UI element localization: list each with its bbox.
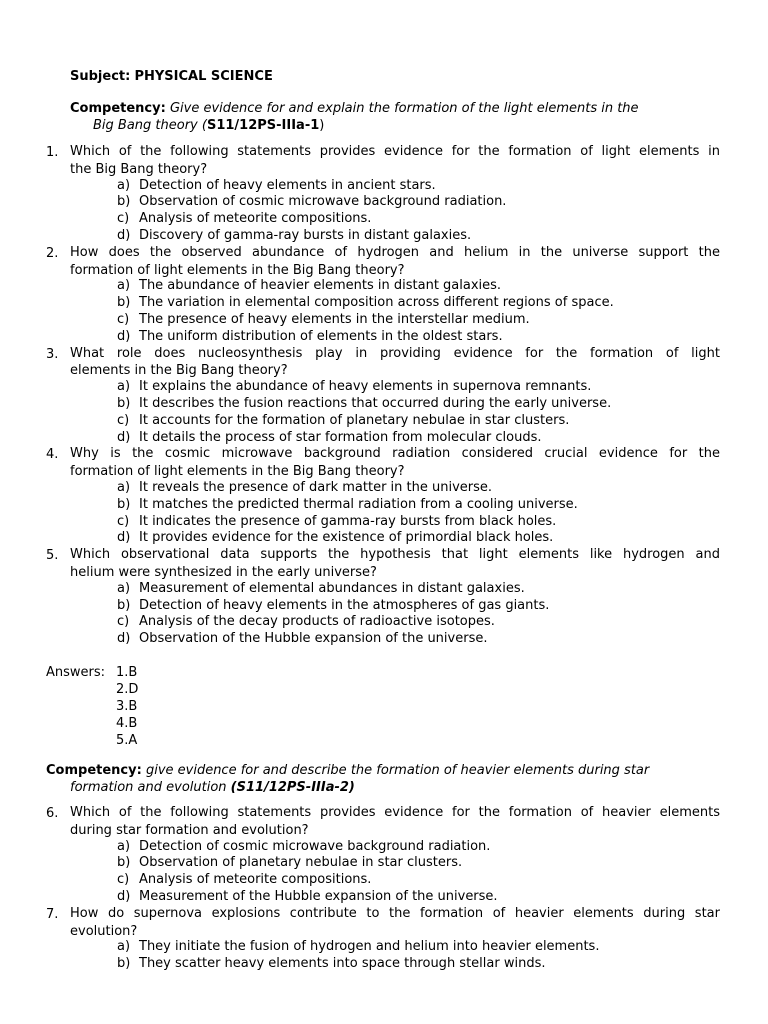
answer-option bbox=[117, 295, 614, 312]
answer-option bbox=[117, 430, 542, 447]
option-letter: b) bbox=[117, 855, 131, 871]
subject-value: PHYSICAL SCIENCE bbox=[134, 69, 273, 84]
option-text: Observation of cosmic microwave background radiation. bbox=[139, 194, 507, 210]
option-letter: b) bbox=[117, 295, 131, 311]
competency1-close: ) bbox=[319, 118, 325, 133]
option-letter: b) bbox=[117, 194, 131, 210]
option-letter: b) bbox=[117, 597, 131, 613]
competency2-label: Competency: bbox=[46, 763, 142, 778]
competency1-code: S11/12PS-IIIa-1 bbox=[206, 118, 320, 133]
option-text: Measurement of elemental abundances in distant galaxies. bbox=[139, 580, 525, 596]
question-number: 2. bbox=[46, 245, 59, 261]
question-number: 5. bbox=[46, 548, 59, 564]
competency1-label: Competency: bbox=[70, 101, 166, 116]
question-text-cont: evolution? bbox=[70, 923, 138, 939]
answer-option bbox=[117, 379, 591, 396]
question-text-cont: the Big Bang theory? bbox=[70, 161, 208, 177]
answer-option bbox=[117, 530, 553, 547]
option-letter: d) bbox=[117, 530, 131, 546]
option-text: Observation of the Hubble expansion of the universe. bbox=[139, 631, 488, 647]
answer-key-item: 2.D bbox=[116, 682, 139, 697]
option-letter: d) bbox=[117, 429, 131, 445]
option-letter: c) bbox=[117, 211, 130, 227]
option-text: It matches the predicted thermal radiation from a cooling universe. bbox=[139, 496, 578, 512]
option-letter: c) bbox=[117, 412, 130, 428]
answer-option bbox=[117, 413, 569, 430]
answer-key-item: 4.B bbox=[116, 716, 138, 731]
option-letter: a) bbox=[117, 480, 131, 495]
answer-option bbox=[117, 839, 490, 856]
answer-option bbox=[117, 614, 495, 631]
subject-label: Subject: bbox=[70, 69, 131, 84]
answer-option bbox=[117, 872, 371, 889]
option-letter: a) bbox=[117, 177, 131, 193]
competency1-line1 bbox=[70, 100, 639, 117]
competency2-text1: give evidence for and describe the formation of heavier elements during star bbox=[145, 763, 650, 778]
option-letter: d) bbox=[117, 328, 131, 344]
option-letter: c) bbox=[117, 513, 130, 529]
competency1-line2 bbox=[93, 117, 324, 134]
answer-option bbox=[117, 329, 503, 346]
question-text: What role does nucleosynthesis play in providing evidence for the formation of light bbox=[70, 345, 720, 361]
answer-option bbox=[117, 278, 501, 295]
option-text: The abundance of heavier elements in distant galaxies. bbox=[139, 278, 502, 294]
competency2-text2: formation and evolution bbox=[70, 780, 227, 795]
competency2-line2 bbox=[70, 779, 355, 796]
option-text: It reveals the presence of dark matter in the universe. bbox=[139, 480, 493, 495]
option-letter: a) bbox=[117, 278, 131, 294]
option-text: It accounts for the formation of planetary nebulae in star clusters. bbox=[139, 412, 570, 428]
option-letter: a) bbox=[117, 939, 131, 955]
question-number: 6. bbox=[46, 806, 59, 821]
option-letter: d) bbox=[117, 889, 131, 904]
question-number: 1. bbox=[46, 145, 59, 160]
answer-option bbox=[117, 480, 492, 497]
question-number: 3. bbox=[46, 346, 59, 362]
option-letter: a) bbox=[117, 838, 131, 854]
question-text-cont: formation of light elements in the Big Bang theory? bbox=[70, 262, 405, 278]
answer-option bbox=[117, 956, 546, 973]
answer-option bbox=[117, 178, 436, 195]
answer-option bbox=[117, 497, 578, 514]
option-text: Measurement of the Hubble expansion of the universe. bbox=[139, 889, 498, 904]
option-letter: a) bbox=[117, 379, 131, 395]
option-text: Analysis of meteorite compositions. bbox=[139, 211, 372, 227]
question-text: Which observational data supports the hypothesis that light elements like hydrogen and bbox=[70, 547, 720, 563]
answer-option bbox=[117, 514, 556, 531]
option-text: It details the process of star formation from molecular clouds. bbox=[139, 429, 542, 445]
option-letter: c) bbox=[117, 312, 130, 327]
option-text: It indicates the presence of gamma-ray bursts from black holes. bbox=[139, 513, 557, 529]
option-text: The presence of heavy elements in the interstellar medium. bbox=[139, 312, 530, 327]
subject-line bbox=[70, 68, 273, 85]
answer-option bbox=[117, 228, 471, 245]
question-number: 4. bbox=[46, 447, 59, 463]
option-letter: c) bbox=[117, 872, 130, 888]
option-letter: b) bbox=[117, 956, 131, 972]
option-text: Observation of planetary nebulae in star clusters. bbox=[139, 855, 463, 871]
option-text: Analysis of meteorite compositions. bbox=[139, 872, 372, 888]
competency1-text: Give evidence for and explain the formation of the light elements in the bbox=[169, 101, 639, 116]
question-text-cont: formation of light elements in the Big Bang theory? bbox=[70, 464, 405, 480]
competency1-text-cont: Big Bang theory ( bbox=[93, 118, 207, 133]
answer-key-item: 3.B bbox=[116, 699, 138, 714]
question-text-cont: helium were synthesized in the early universe? bbox=[70, 565, 377, 580]
answer-option bbox=[117, 581, 525, 598]
option-text: It describes the fusion reactions that occurred during the early universe. bbox=[139, 396, 612, 411]
option-text: It explains the abundance of heavy elements in supernova remnants. bbox=[139, 379, 592, 395]
option-text: Analysis of the decay products of radioactive isotopes. bbox=[139, 614, 495, 630]
option-text: The uniform distribution of elements in the oldest stars. bbox=[139, 328, 503, 344]
question-text: Which of the following statements provides evidence for the formation of heavier elements bbox=[70, 805, 720, 820]
option-text: Detection of heavy elements in the atmospheres of gas giants. bbox=[139, 597, 550, 613]
option-text: They scatter heavy elements into space through stellar winds. bbox=[139, 956, 546, 972]
answer-key-item: 5.A bbox=[116, 733, 138, 748]
answer-option bbox=[117, 939, 599, 956]
question-text: How do supernova explosions contribute to the formation of heavier elements during star bbox=[70, 905, 720, 921]
answer-option bbox=[117, 396, 611, 413]
option-letter: a) bbox=[117, 580, 131, 596]
answers-label: Answers: bbox=[46, 665, 106, 680]
answer-option bbox=[117, 312, 530, 329]
option-text: Discovery of gamma-ray bursts in distant galaxies. bbox=[139, 228, 472, 243]
option-text: Detection of cosmic microwave background radiation. bbox=[139, 838, 491, 854]
answer-key-item: 1.B bbox=[116, 665, 138, 680]
question-text: How does the observed abundance of hydrogen and helium in the universe support the bbox=[70, 244, 720, 260]
option-letter: d) bbox=[117, 631, 131, 647]
answer-option bbox=[117, 855, 462, 872]
question-text: Which of the following statements provides evidence for the formation of light elements in bbox=[70, 144, 720, 159]
answers-list bbox=[116, 664, 138, 749]
option-letter: c) bbox=[117, 614, 130, 630]
competency2-code: (S11/12PS-IIIa-2) bbox=[230, 780, 355, 795]
option-letter: d) bbox=[117, 228, 131, 243]
question-text: Why is the cosmic microwave background radiation considered crucial evidence for the bbox=[70, 446, 720, 462]
option-text: They initiate the fusion of hydrogen and helium into heavier elements. bbox=[139, 939, 600, 955]
answer-option bbox=[117, 598, 549, 615]
competency2-line1 bbox=[46, 762, 649, 779]
answer-option bbox=[117, 211, 371, 228]
question-text-cont: during star formation and evolution? bbox=[70, 822, 309, 838]
answer-option bbox=[117, 889, 498, 906]
option-text: It provides evidence for the existence of primordial black holes. bbox=[139, 530, 554, 546]
option-text: The variation in elemental composition across different regions of space. bbox=[139, 295, 614, 311]
question-number: 7. bbox=[46, 906, 59, 922]
answer-option bbox=[117, 631, 487, 648]
question-text-cont: elements in the Big Bang theory? bbox=[70, 363, 288, 379]
option-letter: b) bbox=[117, 396, 131, 411]
answer-option bbox=[117, 194, 506, 211]
option-text: Detection of heavy elements in ancient stars. bbox=[139, 177, 436, 193]
option-letter: b) bbox=[117, 496, 131, 512]
